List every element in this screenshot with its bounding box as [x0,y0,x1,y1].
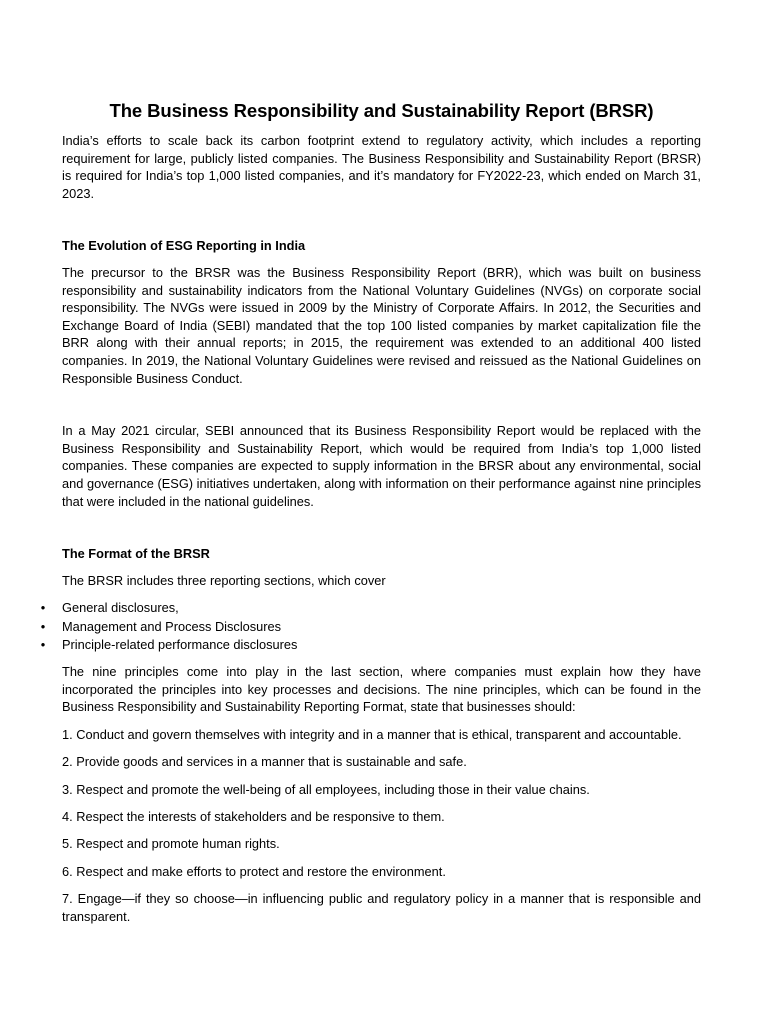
evolution-paragraph-1: The precursor to the BRSR was the Business Responsibility Report (BRR), which was built on business responsibility and sustainability indicators from the National Voluntary Guidelines (NVGs) on corporate social responsibility. The NVGs were issued in 2009 by the Ministry of Corporate Affairs. In 2012, the Securities and Exchange Board of India (SEBI) mandated that the top 100 listed companies by market capitalization file the BRR along with their annual reports; in 2015, the requirement was extended to an additional 400 listed companies. In 2019, the National Voluntary Guidelines were revised and reissued as the National Guidelines on Responsible Business Conduct. [62,264,701,386]
spacer [62,563,701,572]
list-item [40,599,701,618]
bullet-icon: • [40,600,46,616]
intro-paragraph: India’s efforts to scale back its carbon footprint extend to regulatory activity, which includes a reporting requirement for large, publicly listed companies. The Business Responsibility and Sustainability Report (BRSR) is required for India’s top 1,000 listed companies, and it’s mandatory for FY2022-23, which ended on March 31, 2023. [62,133,701,201]
principle-item: 7. Engage—if they so choose—in influencing public and regulatory policy in a manner that is responsible and transparent. [62,891,701,924]
principle-item: 6. Respect and make efforts to protect and restore the environment. [62,863,446,879]
principle-item: 4. Respect the interests of stakeholders and be responsive to them. [62,809,445,825]
evolution-paragraph-2: In a May 2021 circular, SEBI announced that its Business Responsibility Report would be replaced with the Business Responsibility and Sustainability Report, which would be required from India’s top 1,000 listed companies. These companies are expected to supply information in the BRSR about any environmental, social and governance (ESG) initiatives undertaken, along with information on their performance against nine principles that were included in the national guidelines. [62,423,701,509]
reporting-sections-list [40,599,701,655]
principle-item: 5. Respect and promote human rights. [62,836,280,852]
spacer [62,255,701,264]
principle-item: 1. Conduct and govern themselves with integrity and in a manner that is ethical, transparent and accountable. [62,726,682,742]
section-heading-evolution: The Evolution of ESG Reporting in India [62,238,306,254]
list-item-text: General disclosures, [62,600,179,616]
principle-item: 3. Respect and promote the well-being of all employees, including those in their value chains. [62,781,590,797]
principles-list [62,726,701,926]
principles-intro-paragraph: The nine principles come into play in the last section, where companies must explain how they have incorporated the principles into key processes and decisions. The nine principles, which can be found in the Business Responsibility and Sustainability Reporting Format, state that businesses should: [62,664,701,715]
list-item-text: Management and Process Disclosures [62,618,282,634]
bullet-icon: • [40,618,46,634]
principle-item: 2. Provide goods and services in a manner that is sustainable and safe. [62,754,467,770]
list-item [40,618,701,637]
spacer [62,510,701,545]
page-title: The Business Responsibility and Sustainability Report (BRSR) [109,100,654,121]
section-heading-format: The Format of the BRSR [62,546,210,562]
bullet-icon: • [40,637,46,653]
spacer [62,387,701,422]
format-lead-paragraph: The BRSR includes three reporting sections, which cover [62,572,386,588]
list-item-text: Principle-related performance disclosures [62,637,298,653]
list-item [40,636,701,655]
spacer [62,202,701,237]
